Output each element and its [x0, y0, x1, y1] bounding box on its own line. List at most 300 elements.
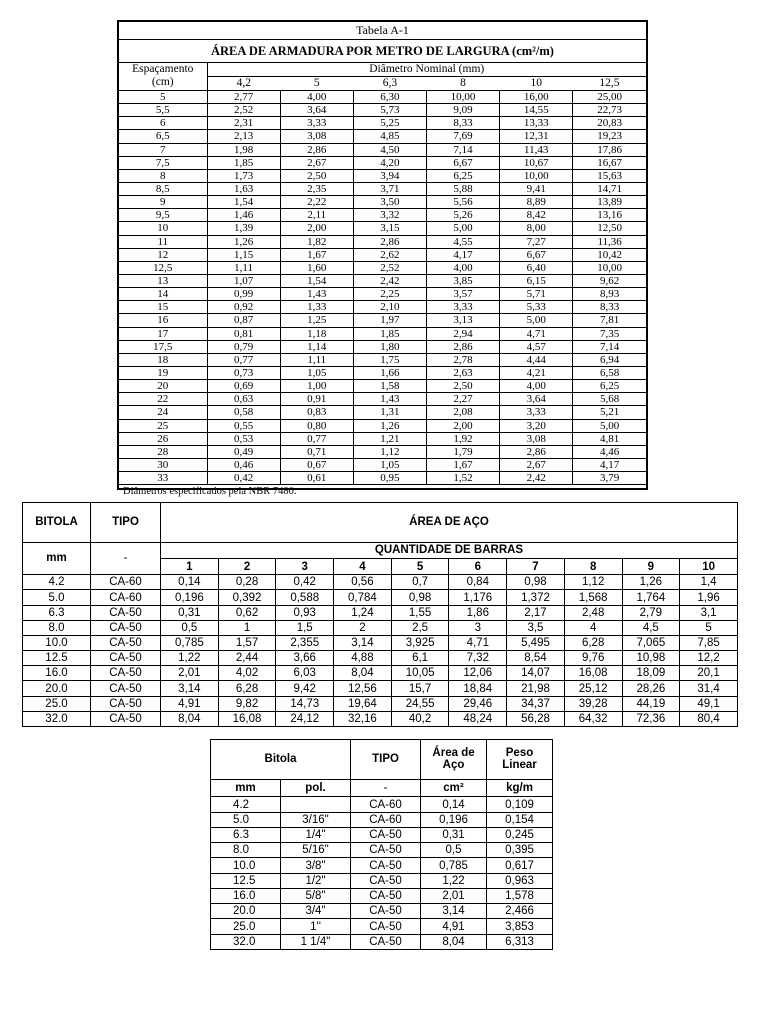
pol-cell: 5/16": [281, 843, 351, 858]
spacing-cell: 16: [119, 314, 207, 327]
area-cell: 14,71: [573, 182, 646, 195]
area-cell: 0,56: [334, 575, 392, 590]
area-cell: 2,52: [353, 261, 426, 274]
area-cell: 1,15: [207, 248, 280, 261]
table-row: [119, 288, 646, 301]
table-row: [119, 327, 646, 340]
area-cell: 22,73: [573, 104, 646, 117]
diameter-header: Diâmetro Nominal (mm): [207, 63, 646, 77]
area-cell: 4,44: [500, 353, 573, 366]
weight-cell: 0,109: [487, 797, 553, 812]
area-cell: 1,24: [334, 605, 392, 620]
area-cell: 5,68: [573, 393, 646, 406]
area-cell: 2,35: [280, 182, 353, 195]
spacing-cell: 12,5: [119, 261, 207, 274]
area-cell: 2,79: [622, 605, 680, 620]
tipo-cell: CA-60: [351, 797, 421, 812]
bar-count-header: 3: [276, 558, 334, 574]
area-cell: 2,27: [426, 393, 499, 406]
area-cell: 17,86: [573, 143, 646, 156]
bar-count-header: 10: [680, 558, 738, 574]
area-cell: 49,1: [680, 696, 738, 711]
area-cell: 1,11: [207, 261, 280, 274]
area-cell: 1,55: [391, 605, 449, 620]
area-cell: 3,33: [280, 117, 353, 130]
area-cell: 19,23: [573, 130, 646, 143]
area-cell: 5,56: [426, 196, 499, 209]
area-cell: 4,85: [353, 130, 426, 143]
spacing-header: Espaçamento (cm): [119, 63, 207, 91]
area-cell: 8,54: [507, 651, 565, 666]
area-cell: 0,99: [207, 288, 280, 301]
area-cell: 9,62: [573, 274, 646, 287]
area-cell: 6,1: [391, 651, 449, 666]
area-cell: 1,176: [449, 590, 507, 605]
table-row: [119, 406, 646, 419]
spacing-cell: 22: [119, 393, 207, 406]
area-cell: 0,392: [218, 590, 276, 605]
area-cell: 6,03: [276, 666, 334, 681]
area-cell: 0,5: [161, 620, 219, 635]
area-cell: 15,7: [391, 681, 449, 696]
area-cell: 8,04: [161, 711, 219, 726]
area-cell: 1,60: [280, 261, 353, 274]
area-cell: 1,26: [622, 575, 680, 590]
area-cell: 2,13: [207, 130, 280, 143]
area-cell: 16,00: [500, 91, 573, 104]
table-row: [119, 340, 646, 353]
area-cell: 80,4: [680, 711, 738, 726]
area-cell: 2: [334, 620, 392, 635]
area-cell: 7,85: [680, 635, 738, 650]
table-row: [119, 419, 646, 432]
area-cell: 0,98: [391, 590, 449, 605]
tipo-cell: CA-50: [91, 635, 161, 650]
area-cell: 5,71: [500, 288, 573, 301]
area-cell: 7,32: [449, 651, 507, 666]
area-cell: 3,14: [161, 681, 219, 696]
area-cell: 1,82: [280, 235, 353, 248]
area-cell: 1,07: [207, 274, 280, 287]
table-row: [23, 590, 738, 605]
table-row: [119, 156, 646, 169]
area-cell: 0,14: [161, 575, 219, 590]
weight-cell: 0,963: [487, 873, 553, 888]
bitola-cell: 8.0: [23, 620, 91, 635]
area-cell: 2,86: [500, 445, 573, 458]
mm-cell: 32.0: [211, 934, 281, 949]
area-cell: 1,43: [353, 393, 426, 406]
area-cell: 0,785: [421, 858, 487, 873]
bar-count-header: 1: [161, 558, 219, 574]
tipo-cell: CA-50: [91, 696, 161, 711]
area-cell: 10,98: [622, 651, 680, 666]
mm-cell: 8.0: [211, 843, 281, 858]
weight-cell: 0,154: [487, 812, 553, 827]
area-cell: 3,71: [353, 182, 426, 195]
tipo-header: TIPO: [91, 503, 161, 543]
table-row: [119, 130, 646, 143]
area-cell: 10,67: [500, 156, 573, 169]
spacing-cell: 14: [119, 288, 207, 301]
spacing-cell: 9: [119, 196, 207, 209]
area-cell: 1,26: [207, 235, 280, 248]
area-cell: 0,83: [280, 406, 353, 419]
area-cell: 6,28: [218, 681, 276, 696]
area-cell: 15,63: [573, 169, 646, 182]
area-cell: 4: [564, 620, 622, 635]
area-cell: 39,28: [564, 696, 622, 711]
area-cell: 2,67: [280, 156, 353, 169]
area-cell: 1,33: [280, 301, 353, 314]
table-steel-area-by-bars: [22, 502, 738, 727]
mm-header: mm: [211, 779, 281, 797]
bitola-cell: 12.5: [23, 651, 91, 666]
area-cell: 3,1: [680, 605, 738, 620]
area-cell: 1: [218, 620, 276, 635]
mm-cell: 10.0: [211, 858, 281, 873]
bitola-cell: 10.0: [23, 635, 91, 650]
area-cell: 13,33: [500, 117, 573, 130]
tipo-cell: CA-50: [91, 681, 161, 696]
spacing-cell: 15: [119, 301, 207, 314]
area-cell: 28,26: [622, 681, 680, 696]
area-cell: 1,54: [280, 274, 353, 287]
area-cell: 1,67: [426, 458, 499, 471]
area-cell: 1,58: [353, 380, 426, 393]
area-header: Área de Aço: [421, 740, 487, 780]
area-cell: 1,39: [207, 222, 280, 235]
cm2-header: cm²: [421, 779, 487, 797]
pol-cell: 1 1/4": [281, 934, 351, 949]
table-row: [119, 366, 646, 379]
tipo-cell: CA-60: [91, 575, 161, 590]
area-cell: 4,17: [426, 248, 499, 261]
area-cell: 14,73: [276, 696, 334, 711]
area-cell: 0,71: [280, 445, 353, 458]
tipo-cell: CA-50: [351, 843, 421, 858]
area-cell: 3,66: [276, 651, 334, 666]
area-cell: 1,5: [276, 620, 334, 635]
area-cell: 0,588: [276, 590, 334, 605]
area-cell: 0,785: [161, 635, 219, 650]
bitola-header: BITOLA: [23, 503, 91, 543]
area-cell: 18,84: [449, 681, 507, 696]
table-row: [119, 353, 646, 366]
area-cell: 0,61: [280, 472, 353, 485]
mm-cell: 25.0: [211, 919, 281, 934]
area-cell: 8,93: [573, 288, 646, 301]
area-cell: 2,01: [161, 666, 219, 681]
tipo-cell: CA-50: [351, 904, 421, 919]
weight-cell: 0,395: [487, 843, 553, 858]
tipo-cell: CA-50: [91, 651, 161, 666]
spacing-cell: 8: [119, 169, 207, 182]
table-row: [119, 432, 646, 445]
weight-cell: 6,313: [487, 934, 553, 949]
area-cell: 2,86: [426, 340, 499, 353]
area-cell: 0,55: [207, 419, 280, 432]
table-row: [23, 620, 738, 635]
area-cell: 1,26: [353, 419, 426, 432]
bitola-cell: 25.0: [23, 696, 91, 711]
area-cell: 11,43: [500, 143, 573, 156]
bar-count-header: 9: [622, 558, 680, 574]
area-cell: 0,67: [280, 458, 353, 471]
area-cell: 2,94: [426, 327, 499, 340]
table-row: [211, 827, 553, 842]
area-cell: 32,16: [334, 711, 392, 726]
area-cell: 0,87: [207, 314, 280, 327]
area-cell: 3,33: [500, 406, 573, 419]
area-cell: 1,31: [353, 406, 426, 419]
area-cell: 2,63: [426, 366, 499, 379]
table-row: [119, 143, 646, 156]
area-cell: 0,80: [280, 419, 353, 432]
area-cell: 2,86: [353, 235, 426, 248]
table-row: [211, 888, 553, 903]
area-cell: 44,19: [622, 696, 680, 711]
area-cell: 1,764: [622, 590, 680, 605]
spacing-cell: 7: [119, 143, 207, 156]
area-cell: 20,1: [680, 666, 738, 681]
area-cell: 14,55: [500, 104, 573, 117]
table-row: [211, 812, 553, 827]
spacing-cell: 5: [119, 91, 207, 104]
tipo-dash: -: [91, 542, 161, 575]
area-cell: 1,22: [421, 873, 487, 888]
bar-count-header: 2: [218, 558, 276, 574]
area-cell: 6,94: [573, 353, 646, 366]
area-cell: 4,46: [573, 445, 646, 458]
area-cell: 0,784: [334, 590, 392, 605]
area-cell: 4,81: [573, 432, 646, 445]
area-cell: 6,67: [426, 156, 499, 169]
spacing-cell: 33: [119, 472, 207, 485]
table-row: [119, 104, 646, 117]
spacing-cell: 24: [119, 406, 207, 419]
area-cell: 12,06: [449, 666, 507, 681]
area-cell: 5,495: [507, 635, 565, 650]
bitola-header: Bitola: [211, 740, 351, 780]
tipo-cell: CA-50: [351, 858, 421, 873]
table-row: [119, 458, 646, 471]
area-cell: 3,94: [353, 169, 426, 182]
area-cell: 1,12: [564, 575, 622, 590]
spacing-cell: 7,5: [119, 156, 207, 169]
pol-cell: 3/4": [281, 904, 351, 919]
area-cell: 0,91: [280, 393, 353, 406]
area-cell: 10,42: [573, 248, 646, 261]
area-cell: 0,73: [207, 366, 280, 379]
pol-cell: [281, 797, 351, 812]
area-cell: 0,77: [280, 432, 353, 445]
area-cell: 1,46: [207, 209, 280, 222]
area-cell: 18,09: [622, 666, 680, 681]
area-cell: 3,32: [353, 209, 426, 222]
area-cell: 4,57: [500, 340, 573, 353]
table-row: [119, 209, 646, 222]
area-cell: 72,36: [622, 711, 680, 726]
spacing-cell: 17,5: [119, 340, 207, 353]
spacing-cell: 8,5: [119, 182, 207, 195]
area-cell: 1,63: [207, 182, 280, 195]
area-cell: 1,11: [280, 353, 353, 366]
area-cell: 7,35: [573, 327, 646, 340]
spacing-cell: 17: [119, 327, 207, 340]
area-cell: 3,15: [353, 222, 426, 235]
area-cell: 8,33: [573, 301, 646, 314]
area-cell: 3: [449, 620, 507, 635]
area-cell: 8,04: [421, 934, 487, 949]
bitola-cell: 6.3: [23, 605, 91, 620]
area-cell: 4,88: [334, 651, 392, 666]
area-cell: 0,93: [276, 605, 334, 620]
area-cell: 4,02: [218, 666, 276, 681]
area-cell: 0,31: [421, 827, 487, 842]
area-cell: 0,14: [421, 797, 487, 812]
area-cell: 4,55: [426, 235, 499, 248]
bar-count-header: 7: [507, 558, 565, 574]
area-cell: 1,75: [353, 353, 426, 366]
area-cell: 1,66: [353, 366, 426, 379]
area-cell: 16,67: [573, 156, 646, 169]
diameter-col-header: 12,5: [573, 77, 646, 91]
area-cell: 1,73: [207, 169, 280, 182]
spacing-cell: 19: [119, 366, 207, 379]
area-cell: 1,05: [353, 458, 426, 471]
area-cell: 0,77: [207, 353, 280, 366]
area-cell: 13,16: [573, 209, 646, 222]
tipo-cell: CA-50: [91, 605, 161, 620]
area-cell: 5,00: [573, 419, 646, 432]
area-cell: 5,88: [426, 182, 499, 195]
area-cell: 25,12: [564, 681, 622, 696]
area-cell: 2,77: [207, 91, 280, 104]
area-cell: 2,44: [218, 651, 276, 666]
area-cell: 9,42: [276, 681, 334, 696]
table-row: [23, 666, 738, 681]
area-cell: 29,46: [449, 696, 507, 711]
area-cell: 0,53: [207, 432, 280, 445]
tipo-cell: CA-60: [351, 812, 421, 827]
table-row: [211, 873, 553, 888]
table-row: [211, 934, 553, 949]
area-cell: 1,98: [207, 143, 280, 156]
area-cell: 2,42: [353, 274, 426, 287]
weight-cell: 3,853: [487, 919, 553, 934]
table-row: [119, 91, 646, 104]
area-cell: 0,46: [207, 458, 280, 471]
spacing-cell: 20: [119, 380, 207, 393]
diameter-col-header: 4,2: [207, 77, 280, 91]
spacing-cell: 10: [119, 222, 207, 235]
area-cell: 0,196: [161, 590, 219, 605]
area-cell: 4,00: [500, 380, 573, 393]
area-cell: 64,32: [564, 711, 622, 726]
bitola-cell: 32.0: [23, 711, 91, 726]
bitola-cell: 4.2: [23, 575, 91, 590]
table-row: [119, 314, 646, 327]
area-cell: 20,83: [573, 117, 646, 130]
area-cell: 10,00: [426, 91, 499, 104]
area-cell: 3,20: [500, 419, 573, 432]
table-row: [119, 222, 646, 235]
spacing-cell: 5,5: [119, 104, 207, 117]
area-cell: 4,71: [500, 327, 573, 340]
diameter-col-header: 6,3: [353, 77, 426, 91]
area-cell: 12,50: [573, 222, 646, 235]
spacing-cell: 25: [119, 419, 207, 432]
area-cell: 3,33: [426, 301, 499, 314]
area-cell: 0,95: [353, 472, 426, 485]
table-row: [23, 605, 738, 620]
area-cell: 9,41: [500, 182, 573, 195]
table-row: [23, 681, 738, 696]
table-row: [119, 393, 646, 406]
mm-cell: 5.0: [211, 812, 281, 827]
area-cell: 5,00: [500, 314, 573, 327]
table-row: [119, 445, 646, 458]
area-cell: 2,11: [280, 209, 353, 222]
spacing-cell: 9,5: [119, 209, 207, 222]
tipo-cell: CA-50: [351, 873, 421, 888]
area-cell: 8,00: [500, 222, 573, 235]
area-cell: 12,31: [500, 130, 573, 143]
table-row: [211, 797, 553, 812]
area-cell: 0,196: [421, 812, 487, 827]
spacing-cell: 18: [119, 353, 207, 366]
diameter-col-header: 10: [500, 77, 573, 91]
area-cell: 6,25: [426, 169, 499, 182]
table-row: [23, 711, 738, 726]
area-cell: 3,79: [573, 472, 646, 485]
area-cell: 11,36: [573, 235, 646, 248]
area-cell: 1,79: [426, 445, 499, 458]
tipo-cell: CA-50: [351, 888, 421, 903]
area-cell: 1,96: [680, 590, 738, 605]
area-cell: 2,86: [280, 143, 353, 156]
spacing-cell: 26: [119, 432, 207, 445]
area-cell: 9,82: [218, 696, 276, 711]
area-cell: 1,372: [507, 590, 565, 605]
tipo-cell: CA-60: [91, 590, 161, 605]
bar-count-header: 5: [391, 558, 449, 574]
area-cell: 1,43: [280, 288, 353, 301]
table-row: [211, 858, 553, 873]
area-cell: 6,30: [353, 91, 426, 104]
area-cell: 0,62: [218, 605, 276, 620]
area-cell: 6,67: [500, 248, 573, 261]
area-cell: 3,925: [391, 635, 449, 650]
table-row: [119, 248, 646, 261]
area-cell: 5,25: [353, 117, 426, 130]
area-cell: 31,4: [680, 681, 738, 696]
pol-header: pol.: [281, 779, 351, 797]
area-cell: 8,42: [500, 209, 573, 222]
area-cell: 0,31: [161, 605, 219, 620]
area-cell: 3,5: [507, 620, 565, 635]
area-cell: 0,69: [207, 380, 280, 393]
area-cell: 0,98: [507, 575, 565, 590]
table-linear-weight: [210, 739, 553, 950]
quantity-header: QUANTIDADE DE BARRAS: [161, 542, 738, 558]
area-cell: 2,08: [426, 406, 499, 419]
weight-cell: 0,245: [487, 827, 553, 842]
area-cell: 4,91: [421, 919, 487, 934]
tipo-cell: CA-50: [91, 620, 161, 635]
area-cell: 0,7: [391, 575, 449, 590]
